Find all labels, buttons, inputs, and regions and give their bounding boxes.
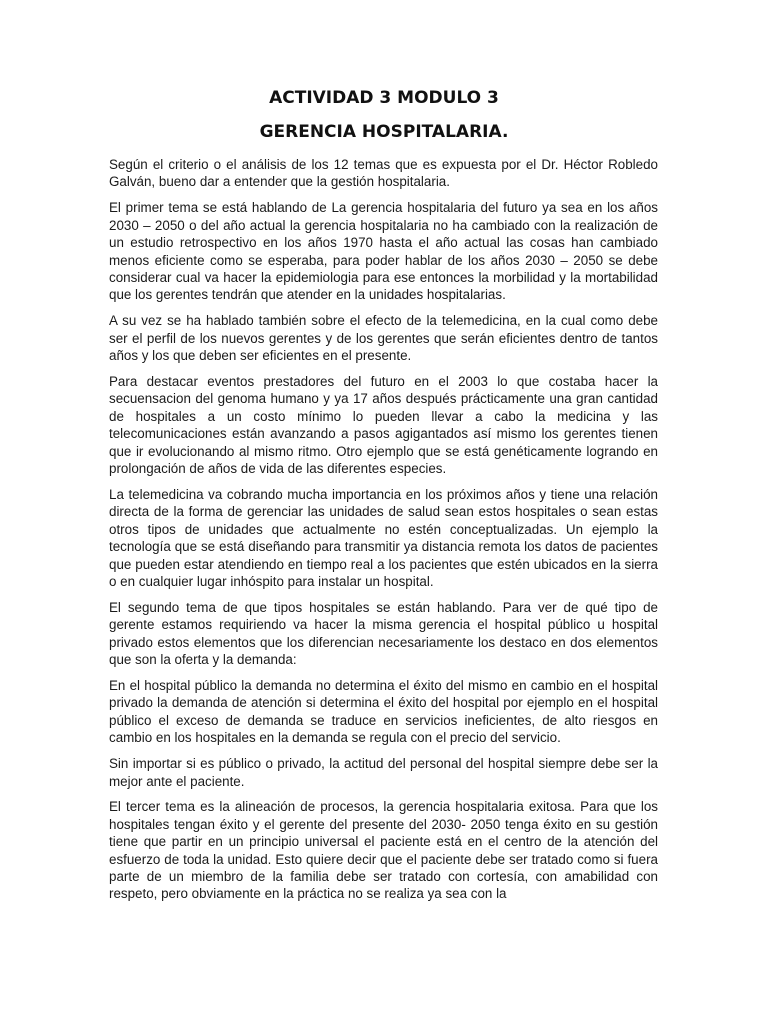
paragraph: Para destacar eventos prestadores del futuro en el 2003 lo que costaba hacer la secuensacion del genoma humano y ya 17 años después prácticamente una gran cantidad de hospitales a un costo mínimo lo pueden llevar a cabo la medicina y las telecomunicaciones están avanzando a pasos agigantados así mismo los gerentes tienen que ir evolucionando al mismo ritmo. Otro ejemplo que se está genéticamente logrando en prolongación de años de vida de las diferentes especies. bbox=[109, 373, 658, 476]
paragraph: El primer tema se está hablando de La gerencia hospitalaria del futuro ya sea en los años 2030 – 2050 o del año actual la gerencia hospitalaria no ha cambiado con la realización de un estudio retrospectivo en los años 1970 hasta el año actual las cosas han cambiado menos eficiente como se esperaba, para poder hablar de los años 2030 – 2050 se debe considerar cual va hacer la epidemiologia para ese entonces la morbilidad y la mortabilidad que los gerentes tendrán que atender en la unidades hospitalarias. bbox=[109, 200, 658, 303]
document-title: ACTIVIDAD 3 MODULO 3 bbox=[269, 88, 499, 108]
paragraph: Sin importar si es público o privado, la actitud del personal del hospital siempre debe ser la mejor ante el paciente. bbox=[109, 756, 658, 789]
paragraph: En el hospital público la demanda no determina el éxito del mismo en cambio en el hospital privado la demanda de atención si determina el éxito del hospital por ejemplo en el hospital público el exceso de demanda se traduce en servicios ineficientes, de alto riesgos en cambio en los hospitales en la demanda se regula con el precio del servicio. bbox=[109, 677, 658, 746]
paragraph: El tercer tema es la alineación de procesos, la gerencia hospitalaria exitosa. Para que los hospitales tengan éxito y el gerente del presente del 2030- 2050 tenga éxito en su gestión tiene que partir en un principio universal el paciente está en el centro de la atención del esfuerzo de toda la unidad. Esto quiere decir que el paciente debe ser tratado como si fuera parte de un miembro de la familia debe ser tratado con cortesía, con amabilidad con respeto, pero obviamente en la práctica no se realiza ya sea con la bbox=[109, 799, 658, 902]
paragraph: A su vez se ha hablado también sobre el efecto de la telemedicina, en la cual como debe ser el perfil de los nuevos gerentes y de los gerentes que serán eficientes dentro de tantos años y los que deben ser eficientes en el presente. bbox=[109, 313, 658, 364]
document-subtitle: GERENCIA HOSPITALARIA. bbox=[259, 122, 509, 142]
paragraph: El segundo tema de que tipos hospitales se están hablando. Para ver de qué tipo de gerente estamos requiriendo va hacer la misma gerencia el hospital público u hospital privado estos elementos que los diferencian necesariamente los destaco en dos elementos que son la oferta y la demanda: bbox=[109, 599, 658, 668]
paragraph: Según el criterio o el análisis de los 12 temas que es expuesta por el Dr. Héctor Robledo Galván, bueno dar a entender que la gestión hospitalaria. bbox=[109, 157, 658, 190]
document-body bbox=[109, 156, 658, 911]
paragraph: La telemedicina va cobrando mucha importancia en los próximos años y tiene una relación directa de la forma de gerenciar las unidades de salud sean estos hospitales o sean estas otros tipos de unidades que actualmente no estén conceptualizadas. Un ejemplo la tecnología que se está diseñando para transmitir ya distancia remota los datos de pacientes que pueden estar atendiendo en tiempo real a los pacientes que estén ubicados en la sierra o en cualquier lugar inhóspito para instalar un hospital. bbox=[109, 486, 658, 589]
